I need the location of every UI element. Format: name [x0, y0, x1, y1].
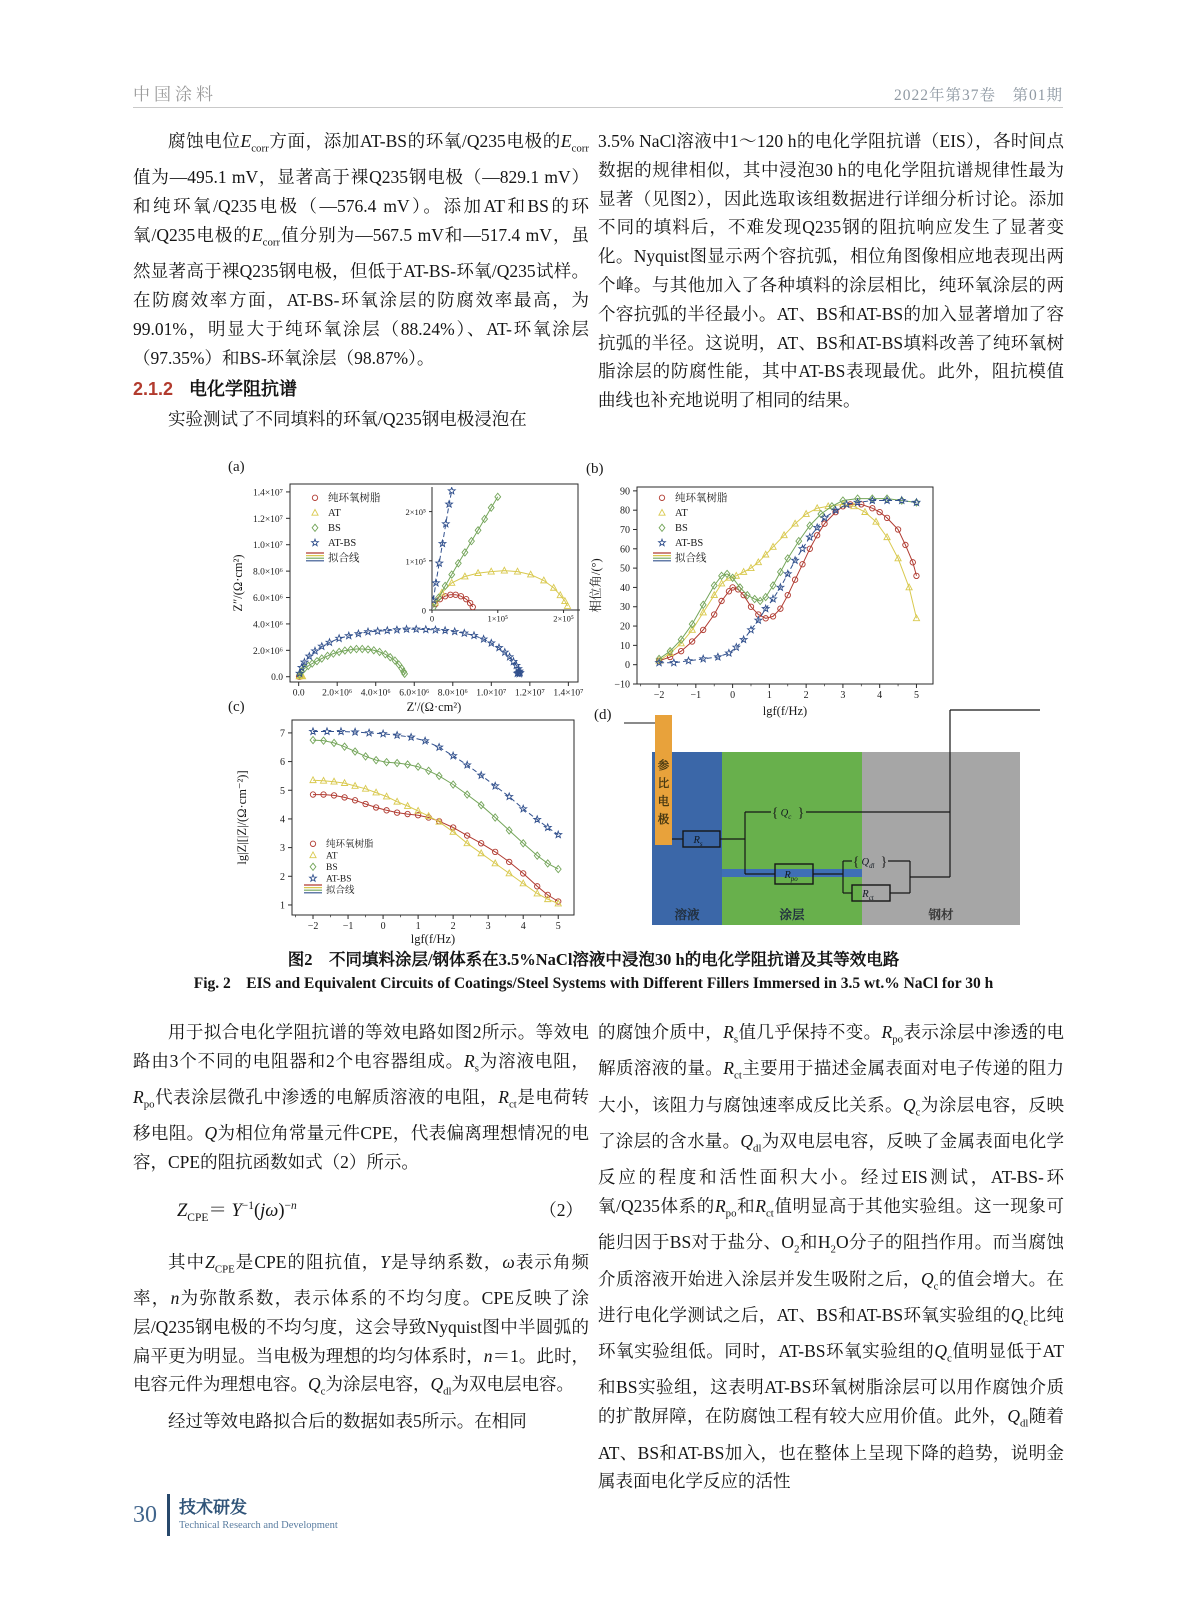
svg-text:AT-BS: AT-BS	[675, 538, 704, 549]
paragraph-eis-discussion: 3.5% NaCl溶液中1～120 h的电化学阻抗谱（EIS），各时间点数据的规律相似，其中浸泡30 h的电化学阻抗谱规律性最为显著（见图2），因此选取该组数据进行详细分析讨论。添加不同的填料后，不难发现Q235钢的阻抗响应发生了显著变化。Nyquist图显示两个容抗弧，相位角图像相应地表现出两个峰。与其他加入了各种填料的涂层相比，纯环氧涂层的两个容抗弧的半径最小。AT、BS和AT-BS的加入显著增加了容抗弧的半径。这说明，AT、BS和AT-BS填料改善了纯环氧树脂涂层的防腐性能，其中AT-BS表现最优。此外，阻抗模值曲线也补充地说明了相同的结果。	[598, 131, 1064, 411]
series-BS	[310, 736, 561, 872]
svg-text:拟合线: 拟合线	[326, 886, 355, 896]
svg-text:极: 极	[657, 814, 670, 826]
paragraph-corrosion-potential: 腐蚀电位$E_{corr}$方面，添加AT-BS的环氧/Q235电极的$E_{corr}$值为—495.1 mV，显著高于裸Q235钢电极（—829.1 mV）和纯环氧/Q235电极（—576.4 mV）。添加AT和BS的环氧/Q235电极的$E_{corr}$值分别为—567.5 mV和—517.4 mV，虽然显著高于裸Q235钢电极，但低于AT-BS-环氧/Q235试样。在防腐效率方面，AT-BS-环氧涂层的防腐效率最高，为99.01%，明显大于纯环氧涂层（88.24%）、AT-环氧涂层（97.35%）和BS-环氧涂层（98.87%）。	[133, 131, 590, 368]
svg-text:AT-BS: AT-BS	[326, 874, 352, 885]
svg-text:2.0×10⁶: 2.0×10⁶	[252, 646, 283, 657]
right-column-bottom	[598, 1018, 1064, 1496]
svg-text:2: 2	[280, 871, 285, 883]
svg-text:2×10⁵: 2×10⁵	[405, 507, 426, 518]
svg-text:50: 50	[620, 563, 630, 575]
chart-c-impedance-modulus	[222, 695, 602, 947]
svg-text:AT: AT	[328, 508, 341, 519]
svg-text:1: 1	[766, 690, 772, 701]
svg-text:lgf(f/Hz): lgf(f/Hz)	[410, 932, 456, 946]
svg-text:40: 40	[620, 582, 630, 594]
footer-section-en: Technical Research and Development	[179, 1519, 338, 1531]
series-AT-BS	[296, 626, 523, 677]
page-number: 30	[133, 1501, 157, 1528]
svg-text:60: 60	[620, 544, 630, 556]
series-AT-BS	[656, 497, 920, 666]
legend	[653, 491, 728, 564]
axes	[235, 720, 574, 946]
section-title: 电化学阻抗谱	[189, 379, 298, 400]
svg-text:4.0×10⁶: 4.0×10⁶	[360, 688, 391, 699]
page-footer	[133, 1494, 338, 1536]
svg-text:0: 0	[421, 605, 426, 616]
paragraph-experiment-intro: 实验测试了不同填料的环氧/Q235钢电极浸泡在	[168, 409, 527, 430]
svg-text:3: 3	[840, 690, 846, 701]
svg-text:3: 3	[280, 843, 285, 855]
svg-text:lg|Z|[|Z|/(Ω·cm⁻²)]: lg|Z|[|Z|/(Ω·cm⁻²)]	[235, 770, 249, 865]
svg-text:(d): (d)	[594, 707, 612, 723]
svg-text:70: 70	[620, 524, 630, 536]
series-AT-BS	[310, 728, 562, 838]
paragraph-fitting-results: 的腐蚀介质中，$R_s$值几乎保持不变。$R_{po}$表示涂层中渗透的电解质溶液的量。$R_{ct}$主要用于描述金属表面对电子传递的阻力大小，该阻力与腐蚀速率成反比关系。$Q_c$为涂层电容，反映了涂层的含水量。$Q_{dl}$为双电层电容，反映了金属表面电化学反应的程度和活性面积大小。经过EIS测试，AT-BS-环氧/Q235体系的$R_{po}$和$R_{ct}$值明显高于其他实验组。这一现象可能归因于BS对于盐分、$O_2$和$H_2O$分子的阻挡作用。而当腐蚀介质溶液开始进入涂层并发生吸附之后，$Q_c$的值会增大。在进行电化学测试之后，AT、BS和AT-BS环氧实验组的$Q_c$比纯环氧实验组低。同时，AT-BS环氧实验组的$Q_c$值明显低于AT和BS实验组，这表明AT-BS环氧树脂涂层可以用作腐蚀介质的扩散屏障，在防腐蚀工程有较大应用价值。此外，$Q_{dl}$随着AT、BS和AT-BS加入，也在整体上呈现下降的趋势，说明金属表面电化学反应的活性	[598, 1022, 1065, 1492]
svg-text:{: {	[771, 806, 779, 821]
svg-text:1: 1	[280, 900, 285, 912]
svg-text:5: 5	[913, 690, 919, 701]
svg-text:}: }	[880, 855, 888, 870]
series-AT	[656, 501, 920, 663]
left-column-bottom	[133, 1018, 589, 1435]
svg-text:Rpo: $R_{po}$	[784, 870, 798, 883]
svg-text:(c): (c)	[228, 699, 245, 715]
svg-text:AT: AT	[675, 508, 688, 519]
svg-text:2: 2	[450, 921, 456, 932]
svg-text:Z′/(Ω·cm²): Z′/(Ω·cm²)	[406, 700, 462, 714]
svg-text:−1: −1	[690, 690, 702, 701]
svg-text:6: 6	[280, 757, 285, 769]
svg-text:2×10⁵: 2×10⁵	[553, 613, 574, 624]
svg-text:电: 电	[657, 796, 670, 808]
journal-title: 中国涂料	[133, 85, 217, 104]
svg-text:0: 0	[625, 660, 630, 672]
svg-text:涂层: 涂层	[779, 908, 805, 922]
svg-text:5: 5	[280, 785, 285, 797]
svg-text:1.0×10⁷: 1.0×10⁷	[252, 541, 283, 552]
left-column-top	[133, 127, 589, 434]
svg-text:溶液: 溶液	[674, 908, 700, 922]
svg-text:4.0×10⁶: 4.0×10⁶	[252, 620, 283, 631]
legend	[304, 838, 374, 896]
chart-d-equivalent-circuit	[578, 693, 1078, 948]
svg-text:10: 10	[620, 640, 630, 652]
svg-text:4: 4	[280, 814, 285, 826]
svg-text:Rs: $R_s$	[693, 835, 703, 848]
svg-text:Qdl: $Q_{dl}$	[861, 857, 875, 870]
svg-text:BS: BS	[328, 523, 341, 534]
steel-region	[862, 752, 1020, 925]
chart-a-nyquist	[222, 453, 602, 721]
svg-text:1×10⁵: 1×10⁵	[487, 613, 509, 624]
svg-text:lgf(f/Hz): lgf(f/Hz)	[762, 704, 808, 718]
svg-text:1.2×10⁷: 1.2×10⁷	[252, 514, 283, 525]
svg-text:参: 参	[657, 760, 670, 772]
section-heading-2-1-2	[133, 375, 589, 403]
svg-text:纯环氧树脂: 纯环氧树脂	[328, 493, 381, 504]
header-rule	[133, 107, 1063, 108]
svg-text:4: 4	[877, 690, 883, 701]
axes	[405, 487, 580, 624]
svg-text:比: 比	[657, 778, 670, 790]
svg-text:2.0×10⁶: 2.0×10⁶	[322, 688, 353, 699]
svg-text:Qc: $Q_c$	[780, 808, 792, 821]
svg-text:3: 3	[485, 921, 491, 932]
svg-text:BS: BS	[675, 523, 688, 534]
svg-text:8.0×10⁶: 8.0×10⁶	[252, 567, 283, 578]
svg-text:6.0×10⁶: 6.0×10⁶	[252, 594, 283, 605]
svg-text:1.2×10⁷: 1.2×10⁷	[514, 688, 545, 699]
equation-2	[133, 1177, 589, 1248]
svg-text:纯环氧树脂: 纯环氧树脂	[326, 840, 374, 850]
svg-text:AT: AT	[326, 851, 338, 862]
right-column-top	[598, 127, 1064, 415]
svg-text:(b): (b)	[586, 461, 604, 477]
equation-body: $Z_{CPE}= Y^{-1}(j\omega)^{-n}$	[177, 1199, 297, 1224]
svg-text:钢材: 钢材	[928, 908, 954, 922]
chart-b-phase-angle	[578, 453, 970, 723]
figure-caption-en: Fig. 2 EIS and Equivalent Circuits of Coatings/Steel Systems with Different Fillers Immersed in 3.5 wt.% NaCl for 30 h	[193, 975, 994, 992]
footer-section-zh: 技术研发	[179, 1497, 247, 1517]
svg-text:AT-BS: AT-BS	[328, 538, 357, 549]
svg-text:1.0×10⁷: 1.0×10⁷	[476, 688, 507, 699]
footer-divider-bar	[167, 1494, 170, 1536]
paragraph-table5-intro: 经过等效电路拟合后的数据如表5所示。在相同	[168, 1410, 527, 1431]
svg-text:{: {	[852, 855, 860, 870]
svg-text:−1: −1	[342, 921, 354, 932]
svg-text:}: }	[797, 806, 805, 821]
svg-text:30: 30	[620, 602, 630, 614]
svg-text:纯环氧树脂: 纯环氧树脂	[675, 493, 728, 504]
svg-text:Z″/(Ω·cm²): Z″/(Ω·cm²)	[231, 554, 245, 612]
series-纯环氧树脂	[656, 502, 919, 664]
figure-caption-zh: 图2 不同填料涂层/钢体系在3.5%NaCl溶液中浸泡30 h的电化学阻抗谱及其等效电路	[287, 950, 900, 969]
svg-text:1.4×10⁷: 1.4×10⁷	[252, 488, 283, 499]
svg-text:20: 20	[620, 621, 630, 633]
svg-text:80: 80	[620, 505, 630, 517]
svg-text:0: 0	[380, 921, 386, 932]
svg-text:90: 90	[620, 486, 630, 498]
svg-text:拟合线: 拟合线	[675, 553, 707, 564]
axes	[588, 486, 933, 718]
svg-text:5: 5	[555, 921, 561, 932]
svg-text:拟合线: 拟合线	[328, 553, 360, 564]
footer-section	[179, 1498, 338, 1533]
svg-text:−2: −2	[653, 690, 665, 701]
svg-text:(a): (a)	[228, 459, 245, 475]
issue-info: 2022年第37卷 第01期	[893, 87, 1063, 104]
svg-text:BS: BS	[326, 863, 338, 873]
svg-text:−10: −10	[614, 679, 630, 691]
svg-text:0: 0	[429, 613, 435, 624]
axes	[231, 484, 583, 714]
svg-text:1.4×10⁷: 1.4×10⁷	[553, 688, 584, 699]
svg-text:−2: −2	[307, 921, 319, 932]
svg-text:0.0: 0.0	[271, 673, 283, 684]
series-BS	[297, 645, 408, 678]
section-number: 2.1.2	[133, 379, 174, 400]
svg-text:1×10⁵: 1×10⁵	[405, 556, 426, 567]
svg-text:6.0×10⁶: 6.0×10⁶	[399, 688, 430, 699]
svg-text:0.0: 0.0	[292, 688, 305, 699]
svg-text:4: 4	[520, 921, 526, 932]
legend	[306, 491, 381, 564]
svg-text:0: 0	[730, 690, 736, 701]
svg-text:Rct: $R_{ct}$	[862, 889, 874, 902]
svg-text:相位角/(°): 相位角/(°)	[589, 558, 603, 613]
paragraph-cpe-explanation: 其中$Z_{CPE}$是CPE的阻抗值，Y是导纳系数，ω表示角频率，n为弥散系数，表示体系的不均匀度。CPE反映了涂层/Q235钢电极的不均匀度，这会导致Nyquist图中半圆弧的扁平更为明显。当电极为理想的均匀体系时，n＝1。此时，电容元件为理想电容。$Q_c$为涂层电容，$Q_{dl}$为双电层电容。	[133, 1251, 590, 1398]
svg-text:1: 1	[415, 921, 421, 932]
svg-text:2: 2	[803, 690, 809, 701]
svg-text:8.0×10⁶: 8.0×10⁶	[437, 688, 468, 699]
svg-text:7: 7	[280, 728, 285, 740]
paragraph-equivalent-circuit: 用于拟合电化学阻抗谱的等效电路如图2所示。等效电路由3个不同的电阻器和2个电容器组成。$R_s$为溶液电阻，$R_{po}$代表涂层微孔中渗透的电解质溶液的电阻，$R_{ct}$是电荷转移电阻。Q为相位角常量元件CPE，代表偏离理想情况的电容，CPE的阻抗函数如式（2）所示。	[133, 1022, 590, 1173]
equation-number: （2）	[539, 1200, 583, 1221]
